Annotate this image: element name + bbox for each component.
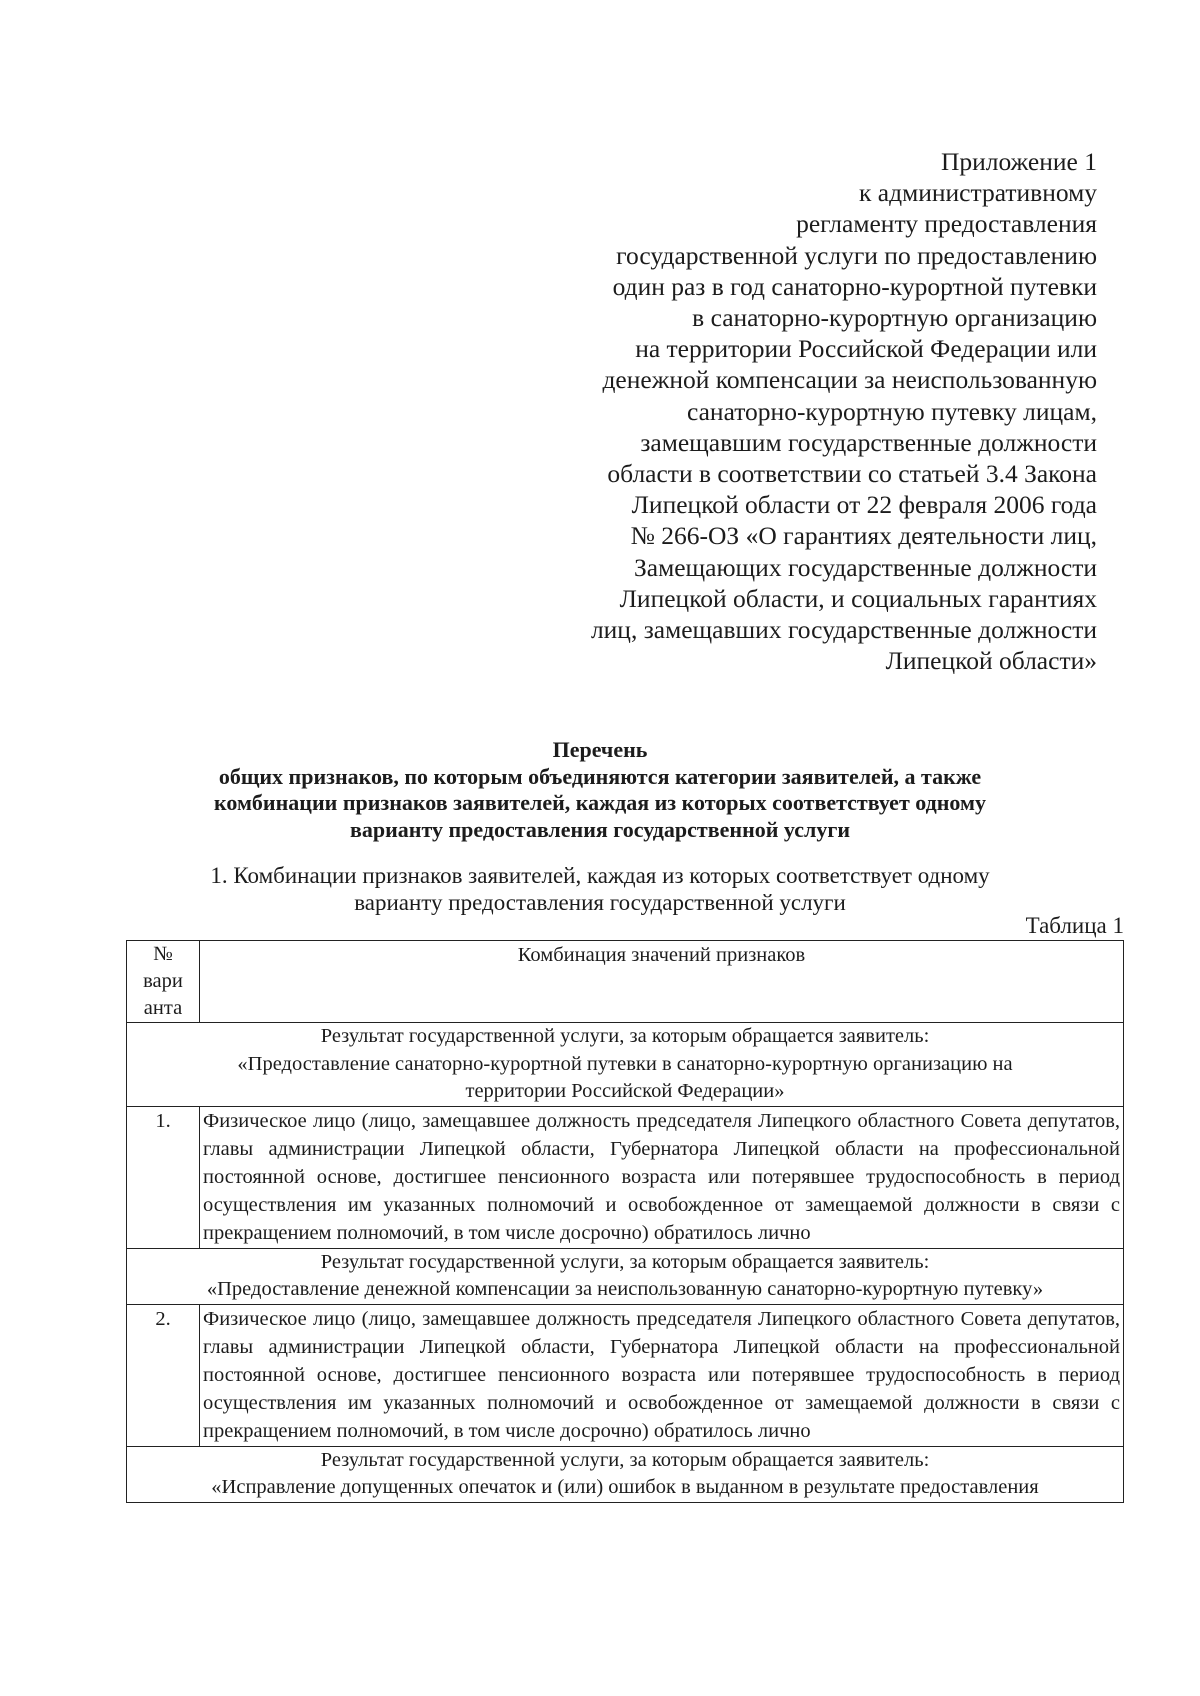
table-header-row (127, 941, 1124, 1023)
appendix-line: регламенту предоставления (796, 209, 1097, 239)
appendix-line: Липецкой области, и социальных гарантиях (619, 583, 1097, 613)
result-line: «Исправление допущенных опечаток и (или) ошибок в выданном в результате предоставления (211, 1476, 1039, 1499)
result-cell (127, 1248, 1124, 1304)
result-cell (127, 1446, 1124, 1502)
variant-combination: Физическое лицо (лицо, замещавшее должность председателя Липецкого областного Совета депутатов, главы администрации Липецкой области, Губернатора Липецкой области на профессиональной постоянной основе, достигшее пенсионного возраста или потерявшее трудоспособность в период осуществления им указанных полномочий и освобожденное от замещаемой должности в связи с прекращением полномочий, в том числе досрочно) обратилось лично (200, 1106, 1124, 1248)
header-number-line: вари (143, 970, 183, 992)
appendix-line: Липецкой области от 22 февраля 2006 года (631, 490, 1097, 520)
appendix-line: замещавшим государственные должности (640, 427, 1097, 457)
appendix-header (537, 146, 1097, 676)
result-row (127, 1446, 1124, 1502)
appendix-line: к административному (859, 178, 1097, 208)
appendix-line: в санаторно-курортную организацию (692, 303, 1097, 333)
appendix-line: Замещающих государственные должности (634, 552, 1097, 582)
appendix-line: денежной компенсации за неиспользованную (602, 365, 1097, 395)
title-line: Перечень (552, 737, 648, 762)
section-heading (100, 862, 1100, 916)
variant-combination: Физическое лицо (лицо, замещавшее должность председателя Липецкого областного Совета депутатов, главы администрации Липецкой области, Губернатора Липецкой области на профессиональной постоянной основе, достигшее пенсионного возраста или потерявшее трудоспособность в период осуществления им указанных полномочий и освобожденное от замещаемой должности в связи с прекращением полномочий, в том числе досрочно) обратилось лично (200, 1304, 1124, 1446)
appendix-line: санаторно-курортную путевку лицам, (686, 396, 1097, 426)
title-line: комбинации признаков заявителей, каждая из которых соответствует одному (213, 790, 986, 815)
variants-table (126, 940, 1124, 1503)
appendix-line: на территории Российской Федерации или (635, 334, 1097, 364)
appendix-line: Липецкой области» (885, 646, 1097, 676)
result-row (127, 1023, 1124, 1107)
header-number-line: № (153, 943, 173, 965)
appendix-line: государственной услуги по предоставлению (616, 240, 1097, 270)
variant-number: 1. (127, 1106, 200, 1248)
table-label: Таблица 1 (1025, 913, 1124, 938)
header-number-line: анта (143, 997, 183, 1019)
result-line: Результат государственной услуги, за которым обращается заявитель: (320, 1025, 930, 1047)
header-combination-cell: Комбинация значений признаков (200, 941, 1124, 1023)
appendix-line: области в соответствии со статьей 3.4 Закона (607, 459, 1097, 489)
result-line: «Предоставление санаторно-курортной путевки в санаторно-курортную организацию на (237, 1052, 1013, 1075)
appendix-line: один раз в год санаторно-курортной путевки (612, 271, 1097, 301)
title-line: варианту предоставления государственной услуги (349, 816, 851, 842)
result-line: Результат государственной услуги, за которым обращается заявитель: (320, 1448, 930, 1471)
appendix-line: лиц, замещавших государственные должности (590, 615, 1097, 645)
title-line: общих признаков, по которым объединяются категории заявителей, а также (218, 763, 982, 789)
table-row (127, 1304, 1124, 1446)
header-number-cell (127, 941, 200, 1023)
result-row (127, 1248, 1124, 1304)
section-line: варианту предоставления государственной услуги (354, 890, 846, 915)
result-line: «Предоставление денежной компенсации за неиспользованную санаторно-курортную путевку» (206, 1278, 1044, 1301)
table-row (127, 1106, 1124, 1248)
appendix-line: Приложение 1 (941, 147, 1097, 176)
result-cell (127, 1023, 1124, 1107)
appendix-line: № 266-ОЗ «О гарантиях деятельности лиц, (630, 521, 1097, 551)
result-line: территории Российской Федерации» (465, 1080, 785, 1102)
document-title (100, 737, 1100, 843)
variant-number: 2. (127, 1304, 200, 1446)
section-line: 1. Комбинации признаков заявителей, каждая из которых соответствует одному (210, 863, 990, 888)
result-line: Результат государственной услуги, за которым обращается заявитель: (320, 1250, 930, 1273)
